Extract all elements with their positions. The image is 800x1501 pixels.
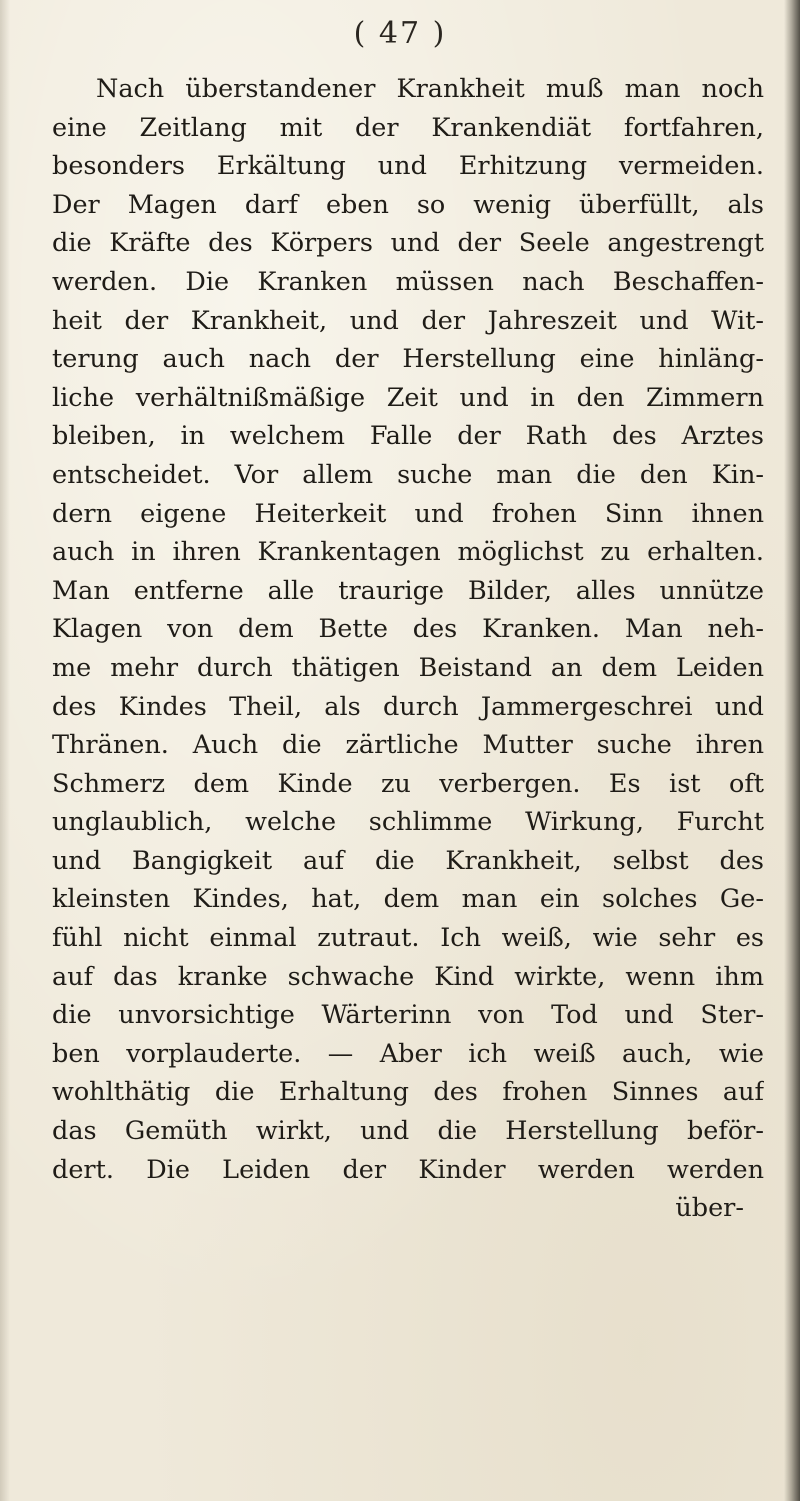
text-line: und Bangigkeit auf die Krankheit, selbst des	[52, 845, 764, 876]
text-line: des Kindes Theil, als durch Jammergeschrei und	[52, 691, 764, 722]
text-line: werden. Die Kranken müssen nach Beschaffen-	[52, 266, 764, 297]
text-line: liche verhältnißmäßige Zeit und in den Zimmern	[52, 382, 764, 413]
text-line: fühl nicht einmal zutraut. Ich weiß, wie sehr es	[52, 923, 764, 954]
text-line: Nach überstandener Krankheit muß man noch	[96, 74, 764, 104]
text-line: me mehr durch thätigen Beistand an dem Leiden	[52, 652, 764, 683]
page-number: ( 47 )	[353, 16, 447, 51]
text-line: wohlthätig die Erhaltung des frohen Sinnes auf	[52, 1077, 764, 1108]
text-line: Schmerz dem Kinde zu verbergen. Es ist oft	[52, 768, 764, 799]
catchword: über-	[675, 1193, 744, 1224]
text-line: Thränen. Auch die zärtliche Mutter suche ihren	[52, 730, 764, 761]
text-line: ben vorplauderte. — Aber ich weiß auch, wie	[52, 1038, 764, 1069]
text-line: kleinsten Kindes, hat, dem man ein solches Ge-	[52, 884, 764, 915]
text-line: Klagen von dem Bette des Kranken. Man neh-	[52, 614, 764, 645]
page-edge-shadow	[784, 0, 800, 1501]
text-line: terung auch nach der Herstellung eine hinläng-	[52, 344, 764, 375]
text-line: besonders Erkältung und Erhitzung vermeiden.	[52, 151, 764, 182]
text-line: bleiben, in welchem Falle der Rath des Arztes	[52, 421, 764, 452]
text-line: unglaublich, welche schlimme Wirkung, Furcht	[52, 807, 764, 838]
text-line: das Gemüth wirkt, und die Herstellung beför-	[52, 1116, 764, 1147]
gutter-shadow	[0, 0, 10, 1501]
text-line: auch in ihren Krankentagen möglichst zu erhalten.	[52, 537, 764, 568]
text-line: eine Zeitlang mit der Krankendiät fortfahren,	[52, 112, 764, 143]
text-line: dern eigene Heiterkeit und frohen Sinn ihnen	[52, 498, 764, 529]
text-line: auf das kranke schwache Kind wirkte, wenn ihm	[52, 961, 764, 992]
text-line: Der Magen darf eben so wenig überfüllt, als	[52, 189, 764, 220]
text-line: Man entferne alle traurige Bilder, alles unnütze	[52, 575, 764, 606]
text-line: die Kräfte des Körpers und der Seele angestrengt	[52, 228, 764, 259]
body-text	[52, 70, 764, 1228]
text-line: die unvorsichtige Wärterinn von Tod und Ster-	[52, 1000, 764, 1031]
text-line: dert. Die Leiden der Kinder werden werden	[52, 1154, 764, 1185]
text-line: heit der Krankheit, und der Jahreszeit und Wit-	[52, 305, 764, 336]
text-line: entscheidet. Vor allem suche man die den Kin-	[52, 459, 764, 490]
